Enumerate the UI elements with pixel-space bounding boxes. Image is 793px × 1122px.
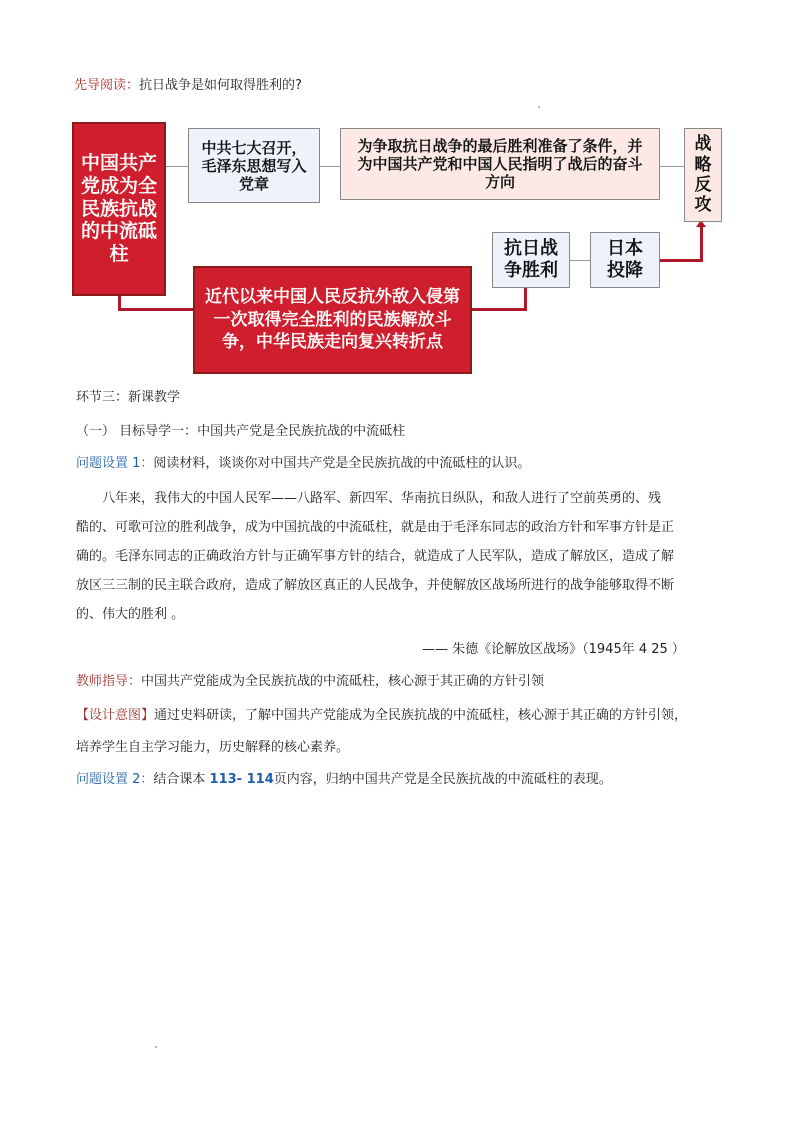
connector-victory-japan xyxy=(570,260,590,261)
connector-significance-victory-v xyxy=(524,288,527,311)
section-heading: 环节三：新课教学 xyxy=(76,390,181,405)
mainstay-text: 中国共产党成为全民族抗战的中流砥柱 xyxy=(80,152,157,266)
significance-text: 近代以来中国人民反抗外敌入侵第一次取得完全胜利的民族解放斗争，中华民族走向复兴转折点 xyxy=(205,286,460,353)
teacher-text: 中国共产党能成为全民族抗战的中流砥柱，核心源于其正确的方针引领 xyxy=(141,674,545,689)
question-1-label: 问题设置 1： xyxy=(76,456,154,471)
quote-line: 的、伟大的胜利 。 xyxy=(76,607,185,622)
quote-line: 八年来，我伟大的中国人民军——八路军、新四军、华南抗日纵队，和敌人进行了空前英勇的、残 xyxy=(102,491,662,506)
connector-congress-prepare xyxy=(320,166,340,167)
victory-box xyxy=(492,232,570,288)
design-line-2: 培养学生自主学习能力，历史解释的核心素养。 xyxy=(76,740,350,755)
quote-line: 放区三三制的民主联合政府，造成了解放区真正的人民战争，并使解放区战场所进行的战争能够取得不断 xyxy=(76,578,675,593)
mainstay-box xyxy=(72,122,166,296)
teacher-label: 教师指导： xyxy=(76,674,142,689)
question-1 xyxy=(76,456,530,472)
goal-heading: （一） 目标导学一：中国共产党是全民族抗战的中流砥柱 xyxy=(76,424,406,439)
design-intent xyxy=(76,708,687,724)
scan-dot xyxy=(155,1046,157,1048)
connector-significance-victory-h xyxy=(472,308,526,311)
connector-prepare-counter xyxy=(660,166,684,167)
scan-dot xyxy=(538,106,540,108)
lead-reading xyxy=(74,78,302,94)
significance-box xyxy=(193,266,472,374)
prepare-text: 为争取抗日战争的最后胜利准备了条件，并为中国共产党和中国人民指明了战后的奋斗方向 xyxy=(357,137,643,191)
question-2-label: 问题设置 2： xyxy=(76,772,154,787)
counter-box xyxy=(684,128,722,222)
connector-mainstay-significance-h xyxy=(118,308,193,311)
lead-label: 先导阅读： xyxy=(74,78,140,93)
quote-source: —— 朱德《论解放区战场》（1945年 4 25 ） xyxy=(422,642,685,657)
design-label: 【设计意图】 xyxy=(76,708,155,723)
connector-japan-counter-v xyxy=(700,226,703,262)
congress-text: 中共七大召开，毛泽东思想写入党章 xyxy=(201,138,307,193)
question-2 xyxy=(76,772,612,788)
connector-mainstay-congress xyxy=(166,166,188,167)
question-1-text: 阅读材料，谈谈你对中国共产党是全民族抗战的中流砥柱的认识。 xyxy=(153,456,531,471)
connector-japan-counter-h xyxy=(660,259,702,262)
lead-question: 抗日战争是如何取得胜利的? xyxy=(139,78,302,93)
quote-line: 确的。毛泽东同志的正确政治方针与正确军事方针的结合，就造成了人民军队，造成了解放区，造成了解 xyxy=(76,549,675,564)
teacher-guidance xyxy=(76,674,544,690)
japan-text: 日本投降 xyxy=(607,238,643,281)
counter-text: 战略反攻 xyxy=(694,134,712,216)
prepare-box xyxy=(340,128,660,200)
quote-line: 酷的、可歌可泣的胜利战争，成为中国抗战的中流砥柱，就是由于毛泽东同志的政治方针和军事方针是正 xyxy=(76,520,675,535)
design-line-1: 通过史料研读，了解中国共产党能成为全民族抗战的中流砥柱，核心源于其正确的方针引领， xyxy=(154,708,688,723)
japan-box xyxy=(590,232,660,288)
question-2-pages: 113- 114 xyxy=(209,772,274,787)
congress-box xyxy=(188,128,320,203)
question-2-post: 页内容，归纳中国共产党是全民族抗战的中流砥柱的表现。 xyxy=(273,772,612,787)
victory-text: 抗日战争胜利 xyxy=(504,238,558,281)
question-2-pre: 结合课本 xyxy=(153,772,210,787)
quote-paragraph xyxy=(76,484,726,629)
